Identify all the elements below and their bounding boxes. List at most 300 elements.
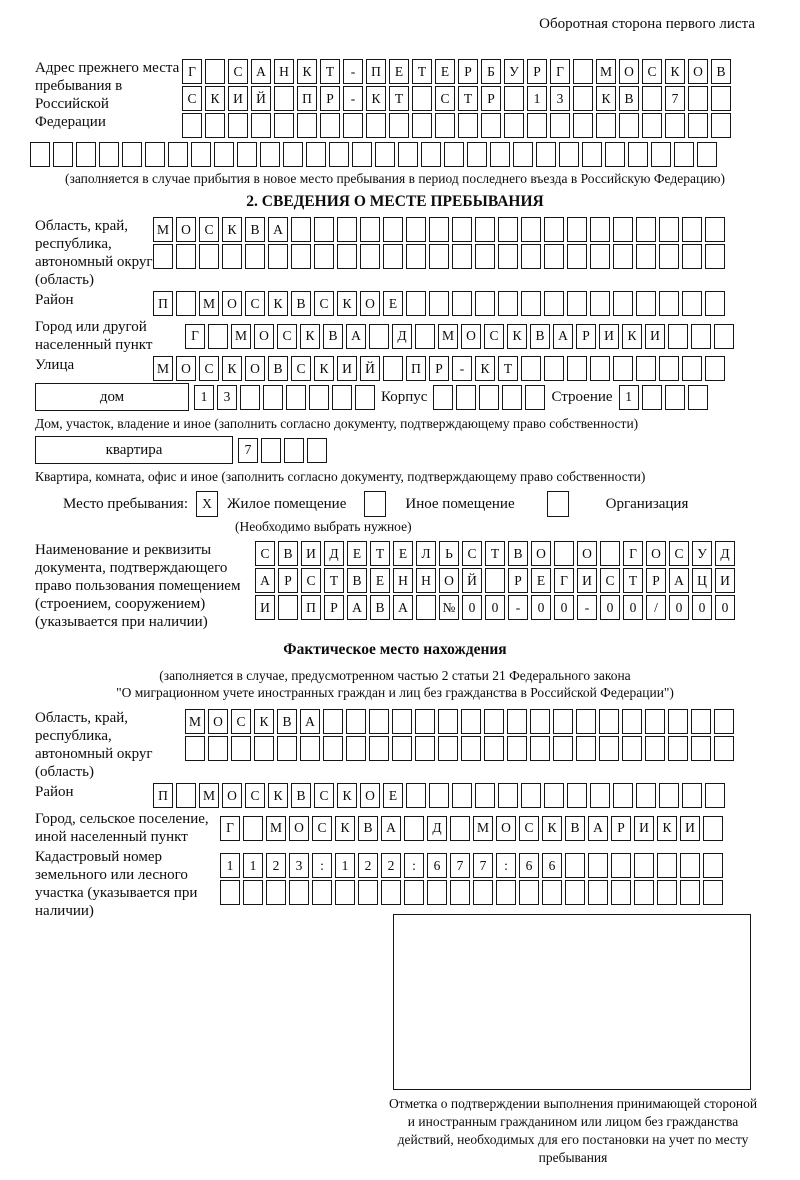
char-cell[interactable]: Г: [550, 59, 570, 84]
char-cell[interactable]: 0: [485, 595, 505, 620]
char-cell[interactable]: 1: [335, 853, 355, 878]
char-cell[interactable]: [599, 736, 619, 761]
char-cell[interactable]: [176, 783, 196, 808]
char-cell[interactable]: М: [596, 59, 616, 84]
char-cell[interactable]: [260, 142, 280, 167]
char-cell[interactable]: С: [199, 217, 219, 242]
char-cell[interactable]: [289, 880, 309, 905]
char-cell[interactable]: 0: [600, 595, 620, 620]
char-cell[interactable]: [421, 142, 441, 167]
char-cell[interactable]: [484, 709, 504, 734]
char-cell[interactable]: А: [381, 816, 401, 841]
char-cell[interactable]: И: [599, 324, 619, 349]
char-cell[interactable]: [588, 853, 608, 878]
char-cell[interactable]: К: [297, 59, 317, 84]
char-cell[interactable]: [645, 736, 665, 761]
char-cell[interactable]: С: [277, 324, 297, 349]
char-cell[interactable]: [567, 291, 587, 316]
char-cell[interactable]: [176, 244, 196, 269]
char-cell[interactable]: [415, 709, 435, 734]
char-cell[interactable]: [475, 291, 495, 316]
char-cell[interactable]: [484, 736, 504, 761]
char-cell[interactable]: :: [404, 853, 424, 878]
char-cell[interactable]: [559, 142, 579, 167]
char-cell[interactable]: 1: [527, 86, 547, 111]
char-cell[interactable]: 0: [692, 595, 712, 620]
char-cell[interactable]: Ц: [692, 568, 712, 593]
char-cell[interactable]: [691, 736, 711, 761]
char-cell[interactable]: [636, 291, 656, 316]
char-cell[interactable]: С: [462, 541, 482, 566]
char-cell[interactable]: Н: [393, 568, 413, 593]
char-cell[interactable]: [504, 86, 524, 111]
char-cell[interactable]: [611, 853, 631, 878]
char-cell[interactable]: И: [228, 86, 248, 111]
char-cell[interactable]: А: [251, 59, 271, 84]
char-cell[interactable]: В: [508, 541, 528, 566]
char-cell[interactable]: [261, 438, 281, 463]
char-cell[interactable]: [254, 736, 274, 761]
char-cell[interactable]: Г: [185, 324, 205, 349]
char-cell[interactable]: К: [222, 217, 242, 242]
char-cell[interactable]: [475, 217, 495, 242]
char-cell[interactable]: [659, 783, 679, 808]
char-cell[interactable]: С: [199, 356, 219, 381]
char-cell[interactable]: К: [254, 709, 274, 734]
char-cell[interactable]: К: [268, 291, 288, 316]
char-cell[interactable]: И: [577, 568, 597, 593]
char-cell[interactable]: П: [153, 783, 173, 808]
char-cell[interactable]: 3: [217, 385, 237, 410]
char-cell[interactable]: О: [688, 59, 708, 84]
char-cell[interactable]: А: [669, 568, 689, 593]
char-cell[interactable]: В: [347, 568, 367, 593]
char-cell[interactable]: [332, 385, 352, 410]
char-cell[interactable]: [544, 217, 564, 242]
char-cell[interactable]: Т: [623, 568, 643, 593]
char-cell[interactable]: О: [245, 356, 265, 381]
char-cell[interactable]: [375, 142, 395, 167]
char-cell[interactable]: [429, 783, 449, 808]
char-cell[interactable]: [611, 880, 631, 905]
char-cell[interactable]: [544, 244, 564, 269]
char-cell[interactable]: К: [222, 356, 242, 381]
char-cell[interactable]: Л: [416, 541, 436, 566]
char-cell[interactable]: Т: [389, 86, 409, 111]
char-cell[interactable]: К: [337, 291, 357, 316]
char-cell[interactable]: [622, 709, 642, 734]
char-cell[interactable]: [688, 86, 708, 111]
char-cell[interactable]: [590, 356, 610, 381]
char-cell[interactable]: [576, 709, 596, 734]
char-cell[interactable]: :: [496, 853, 516, 878]
char-cell[interactable]: [588, 880, 608, 905]
char-cell[interactable]: [674, 142, 694, 167]
char-cell[interactable]: [452, 217, 472, 242]
char-cell[interactable]: [613, 291, 633, 316]
char-cell[interactable]: [185, 736, 205, 761]
char-cell[interactable]: М: [438, 324, 458, 349]
char-cell[interactable]: [703, 816, 723, 841]
char-cell[interactable]: Е: [393, 541, 413, 566]
char-cell[interactable]: [435, 113, 455, 138]
char-cell[interactable]: [573, 59, 593, 84]
char-cell[interactable]: [659, 244, 679, 269]
char-cell[interactable]: [314, 217, 334, 242]
char-cell[interactable]: [521, 244, 541, 269]
char-cell[interactable]: [456, 385, 476, 410]
char-cell[interactable]: [306, 142, 326, 167]
char-cell[interactable]: [688, 385, 708, 410]
char-cell[interactable]: Р: [320, 86, 340, 111]
char-cell[interactable]: 2: [358, 853, 378, 878]
char-cell[interactable]: Е: [435, 59, 455, 84]
char-cell[interactable]: В: [711, 59, 731, 84]
char-cell[interactable]: [705, 291, 725, 316]
char-cell[interactable]: М: [199, 783, 219, 808]
char-cell[interactable]: [590, 244, 610, 269]
char-cell[interactable]: [243, 816, 263, 841]
char-cell[interactable]: [358, 880, 378, 905]
char-cell[interactable]: [705, 783, 725, 808]
char-cell[interactable]: [427, 880, 447, 905]
char-cell[interactable]: А: [553, 324, 573, 349]
char-cell[interactable]: С: [435, 86, 455, 111]
char-cell[interactable]: Р: [527, 59, 547, 84]
char-cell[interactable]: [208, 324, 228, 349]
char-cell[interactable]: [498, 244, 518, 269]
char-cell[interactable]: -: [452, 356, 472, 381]
char-cell[interactable]: [228, 113, 248, 138]
char-cell[interactable]: [605, 142, 625, 167]
char-cell[interactable]: [682, 244, 702, 269]
char-cell[interactable]: 0: [554, 595, 574, 620]
char-cell[interactable]: 7: [450, 853, 470, 878]
char-cell[interactable]: [452, 783, 472, 808]
char-cell[interactable]: [438, 736, 458, 761]
char-cell[interactable]: [711, 86, 731, 111]
char-cell[interactable]: К: [366, 86, 386, 111]
char-cell[interactable]: Р: [576, 324, 596, 349]
char-cell[interactable]: 0: [623, 595, 643, 620]
char-cell[interactable]: Т: [485, 541, 505, 566]
char-cell[interactable]: П: [366, 59, 386, 84]
char-cell[interactable]: [659, 217, 679, 242]
char-cell[interactable]: [636, 783, 656, 808]
char-cell[interactable]: [680, 853, 700, 878]
char-cell[interactable]: [550, 113, 570, 138]
char-cell[interactable]: 6: [519, 853, 539, 878]
char-cell[interactable]: [613, 356, 633, 381]
char-cell[interactable]: [404, 880, 424, 905]
char-cell[interactable]: [346, 736, 366, 761]
char-cell[interactable]: [613, 217, 633, 242]
char-cell[interactable]: И: [680, 816, 700, 841]
char-cell[interactable]: М: [185, 709, 205, 734]
char-cell[interactable]: Т: [324, 568, 344, 593]
char-cell[interactable]: [343, 113, 363, 138]
char-cell[interactable]: [668, 709, 688, 734]
char-cell[interactable]: [642, 86, 662, 111]
char-cell[interactable]: К: [475, 356, 495, 381]
char-cell[interactable]: [565, 853, 585, 878]
char-cell[interactable]: [415, 736, 435, 761]
char-cell[interactable]: :: [312, 853, 332, 878]
char-cell[interactable]: Е: [531, 568, 551, 593]
char-cell[interactable]: [636, 217, 656, 242]
char-cell[interactable]: [266, 880, 286, 905]
char-cell[interactable]: [498, 291, 518, 316]
char-cell[interactable]: [507, 709, 527, 734]
char-cell[interactable]: [323, 709, 343, 734]
char-cell[interactable]: [245, 244, 265, 269]
char-cell[interactable]: [567, 356, 587, 381]
char-cell[interactable]: [619, 113, 639, 138]
char-cell[interactable]: [467, 142, 487, 167]
char-cell[interactable]: И: [337, 356, 357, 381]
char-cell[interactable]: М: [231, 324, 251, 349]
char-cell[interactable]: [416, 595, 436, 620]
char-cell[interactable]: Й: [360, 356, 380, 381]
char-cell[interactable]: [521, 291, 541, 316]
char-cell[interactable]: [590, 291, 610, 316]
char-cell[interactable]: [355, 385, 375, 410]
char-cell[interactable]: [527, 113, 547, 138]
char-cell[interactable]: [461, 709, 481, 734]
char-cell[interactable]: [530, 709, 550, 734]
char-cell[interactable]: [392, 709, 412, 734]
char-cell[interactable]: [452, 291, 472, 316]
char-cell[interactable]: [309, 385, 329, 410]
char-cell[interactable]: 7: [665, 86, 685, 111]
char-cell[interactable]: [634, 853, 654, 878]
char-cell[interactable]: №: [439, 595, 459, 620]
char-cell[interactable]: [278, 595, 298, 620]
char-cell[interactable]: Д: [392, 324, 412, 349]
char-cell[interactable]: [657, 880, 677, 905]
char-cell[interactable]: Г: [182, 59, 202, 84]
char-cell[interactable]: О: [577, 541, 597, 566]
char-cell[interactable]: [274, 113, 294, 138]
char-cell[interactable]: [406, 244, 426, 269]
char-cell[interactable]: Т: [320, 59, 340, 84]
char-cell[interactable]: [582, 142, 602, 167]
char-cell[interactable]: [714, 324, 734, 349]
char-cell[interactable]: [335, 880, 355, 905]
char-cell[interactable]: [404, 816, 424, 841]
char-cell[interactable]: [682, 356, 702, 381]
char-cell[interactable]: Е: [389, 59, 409, 84]
char-cell[interactable]: Р: [458, 59, 478, 84]
char-cell[interactable]: [383, 217, 403, 242]
char-cell[interactable]: [176, 291, 196, 316]
char-cell[interactable]: [366, 113, 386, 138]
char-cell[interactable]: О: [360, 783, 380, 808]
char-cell[interactable]: 0: [462, 595, 482, 620]
char-cell[interactable]: В: [619, 86, 639, 111]
char-cell[interactable]: Т: [458, 86, 478, 111]
char-cell[interactable]: С: [484, 324, 504, 349]
char-cell[interactable]: [507, 736, 527, 761]
char-cell[interactable]: 0: [669, 595, 689, 620]
char-cell[interactable]: [412, 86, 432, 111]
char-cell[interactable]: [711, 113, 731, 138]
char-cell[interactable]: [599, 709, 619, 734]
char-cell[interactable]: [668, 736, 688, 761]
char-cell[interactable]: 1: [220, 853, 240, 878]
char-cell[interactable]: [703, 880, 723, 905]
char-cell[interactable]: [461, 736, 481, 761]
char-cell[interactable]: П: [406, 356, 426, 381]
char-cell[interactable]: [122, 142, 142, 167]
char-cell[interactable]: О: [289, 816, 309, 841]
char-cell[interactable]: О: [496, 816, 516, 841]
char-cell[interactable]: [542, 880, 562, 905]
char-cell[interactable]: П: [297, 86, 317, 111]
char-cell[interactable]: [360, 217, 380, 242]
char-cell[interactable]: [665, 385, 685, 410]
char-cell[interactable]: [205, 113, 225, 138]
char-cell[interactable]: [208, 736, 228, 761]
char-cell[interactable]: [573, 113, 593, 138]
char-cell[interactable]: [153, 244, 173, 269]
char-cell[interactable]: [502, 385, 522, 410]
char-cell[interactable]: 6: [542, 853, 562, 878]
char-cell[interactable]: [475, 783, 495, 808]
char-cell[interactable]: [320, 113, 340, 138]
char-cell[interactable]: Т: [370, 541, 390, 566]
char-cell[interactable]: [145, 142, 165, 167]
char-cell[interactable]: [429, 217, 449, 242]
char-cell[interactable]: [76, 142, 96, 167]
char-cell[interactable]: К: [205, 86, 225, 111]
char-cell[interactable]: [352, 142, 372, 167]
char-cell[interactable]: [490, 142, 510, 167]
char-cell[interactable]: И: [634, 816, 654, 841]
char-cell[interactable]: [291, 244, 311, 269]
char-cell[interactable]: [450, 816, 470, 841]
char-cell[interactable]: [199, 244, 219, 269]
char-cell[interactable]: [613, 783, 633, 808]
char-cell[interactable]: [168, 142, 188, 167]
char-cell[interactable]: Р: [429, 356, 449, 381]
char-cell[interactable]: [406, 291, 426, 316]
char-cell[interactable]: [214, 142, 234, 167]
char-cell[interactable]: В: [370, 595, 390, 620]
char-cell[interactable]: К: [268, 783, 288, 808]
char-cell[interactable]: О: [439, 568, 459, 593]
char-cell[interactable]: У: [504, 59, 524, 84]
char-cell[interactable]: Б: [481, 59, 501, 84]
char-cell[interactable]: С: [255, 541, 275, 566]
char-cell[interactable]: Р: [324, 595, 344, 620]
char-cell[interactable]: Д: [427, 816, 447, 841]
char-cell[interactable]: [283, 142, 303, 167]
char-cell[interactable]: [642, 385, 662, 410]
char-cell[interactable]: С: [519, 816, 539, 841]
char-cell[interactable]: Р: [481, 86, 501, 111]
char-cell[interactable]: [680, 880, 700, 905]
char-cell[interactable]: И: [255, 595, 275, 620]
char-cell[interactable]: [659, 291, 679, 316]
char-cell[interactable]: [544, 783, 564, 808]
char-cell[interactable]: В: [278, 541, 298, 566]
char-cell[interactable]: [513, 142, 533, 167]
char-cell[interactable]: 1: [194, 385, 214, 410]
char-cell[interactable]: А: [393, 595, 413, 620]
char-cell[interactable]: К: [300, 324, 320, 349]
char-cell[interactable]: [705, 217, 725, 242]
char-cell[interactable]: А: [346, 324, 366, 349]
char-cell[interactable]: В: [291, 291, 311, 316]
char-cell[interactable]: [297, 113, 317, 138]
char-cell[interactable]: [415, 324, 435, 349]
char-cell[interactable]: О: [531, 541, 551, 566]
char-cell[interactable]: [438, 709, 458, 734]
char-cell[interactable]: [496, 880, 516, 905]
char-cell[interactable]: [567, 244, 587, 269]
char-cell[interactable]: В: [268, 356, 288, 381]
char-cell[interactable]: М: [473, 816, 493, 841]
char-cell[interactable]: [521, 783, 541, 808]
char-cell[interactable]: [498, 783, 518, 808]
char-cell[interactable]: К: [542, 816, 562, 841]
char-cell[interactable]: -: [343, 86, 363, 111]
char-cell[interactable]: К: [335, 816, 355, 841]
char-cell[interactable]: [553, 709, 573, 734]
char-cell[interactable]: -: [508, 595, 528, 620]
char-cell[interactable]: 0: [715, 595, 735, 620]
char-cell[interactable]: [691, 709, 711, 734]
char-cell[interactable]: С: [245, 783, 265, 808]
char-cell[interactable]: [682, 291, 702, 316]
char-cell[interactable]: 7: [473, 853, 493, 878]
char-cell[interactable]: М: [153, 356, 173, 381]
char-cell[interactable]: [346, 709, 366, 734]
char-cell[interactable]: В: [358, 816, 378, 841]
char-cell[interactable]: 7: [238, 438, 258, 463]
char-cell[interactable]: [291, 217, 311, 242]
char-cell[interactable]: [525, 385, 545, 410]
char-cell[interactable]: П: [301, 595, 321, 620]
char-cell[interactable]: [705, 244, 725, 269]
char-cell[interactable]: [307, 438, 327, 463]
char-cell[interactable]: [521, 217, 541, 242]
char-cell[interactable]: [697, 142, 717, 167]
dom-box[interactable]: дом: [35, 383, 189, 411]
char-cell[interactable]: 0: [531, 595, 551, 620]
char-cell[interactable]: [337, 244, 357, 269]
char-cell[interactable]: К: [657, 816, 677, 841]
char-cell[interactable]: [398, 142, 418, 167]
char-cell[interactable]: Н: [416, 568, 436, 593]
char-cell[interactable]: [205, 59, 225, 84]
char-cell[interactable]: С: [231, 709, 251, 734]
char-cell[interactable]: [682, 783, 702, 808]
char-cell[interactable]: [659, 356, 679, 381]
char-cell[interactable]: [705, 356, 725, 381]
char-cell[interactable]: [536, 142, 556, 167]
char-cell[interactable]: 2: [266, 853, 286, 878]
char-cell[interactable]: [381, 880, 401, 905]
char-cell[interactable]: С: [182, 86, 202, 111]
char-cell[interactable]: [329, 142, 349, 167]
char-cell[interactable]: Д: [715, 541, 735, 566]
char-cell[interactable]: Р: [646, 568, 666, 593]
char-cell[interactable]: М: [266, 816, 286, 841]
char-cell[interactable]: [553, 736, 573, 761]
char-cell[interactable]: [360, 244, 380, 269]
